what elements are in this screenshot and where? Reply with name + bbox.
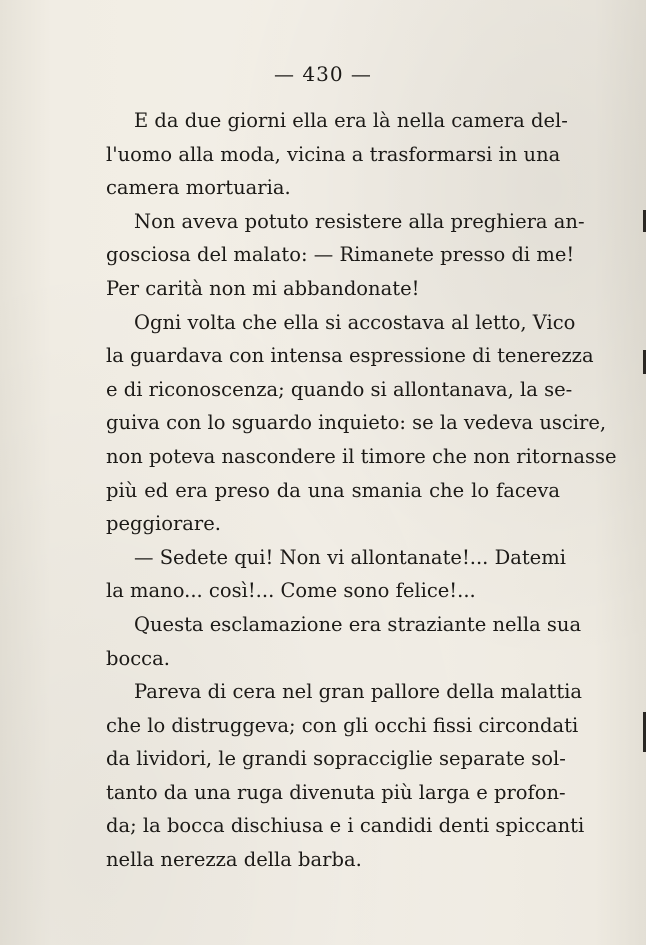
text-line: camera mortuaria. [106,176,291,200]
text-line: l'uomo alla moda, vicina a trasformarsi in una [106,142,561,166]
text-line: Ogni volta che ella si accostava al letto, Vico [134,310,576,334]
text-line: peggiorare. [106,512,221,536]
text-line: da; la bocca dischiusa e i candidi denti spiccanti [106,814,585,838]
text-line: da lividori, le grandi sopracciglie separate sol- [106,747,566,771]
text-line: Questa esclamazione era straziante nella sua [134,612,582,636]
text-line: E da due giorni ella era là nella camera del- [134,109,568,132]
text-line: Per carità non mi abbandonate! [106,276,420,300]
body-text [106,104,617,877]
text-line: guiva con lo sguardo inquieto: se la vedeva uscire, [106,411,607,435]
text-line: nella nerezza della barba. [106,848,362,872]
text-line: più ed era preso da una smania che lo faceva [106,478,560,502]
text-line: che lo distruggeva; con gli occhi fissi circondati [106,713,579,737]
text-line: tanto da una ruga divenuta più larga e profon- [106,780,566,804]
text-line: — Sedete qui! Non vi allontanate!... Datemi [134,545,566,569]
text-line: la mano... così!... Come sono felice!... [106,579,476,603]
text-line: la guardava con intensa espressione di tenerezza [106,344,594,368]
text-line: bocca. [106,646,170,670]
text-line: Pareva di cera nel gran pallore della malattia [134,680,583,704]
text-line: e di riconoscenza; quando si allontanava, la se- [106,377,573,401]
text-line: Non aveva potuto resistere alla preghiera an- [134,209,585,233]
text-line: non poteva nascondere il timore che non ritornasse [106,444,617,468]
text-line: gosciosa del malato: — Rimanete presso di me! [106,243,575,267]
page-number: — 430 — [274,62,372,86]
